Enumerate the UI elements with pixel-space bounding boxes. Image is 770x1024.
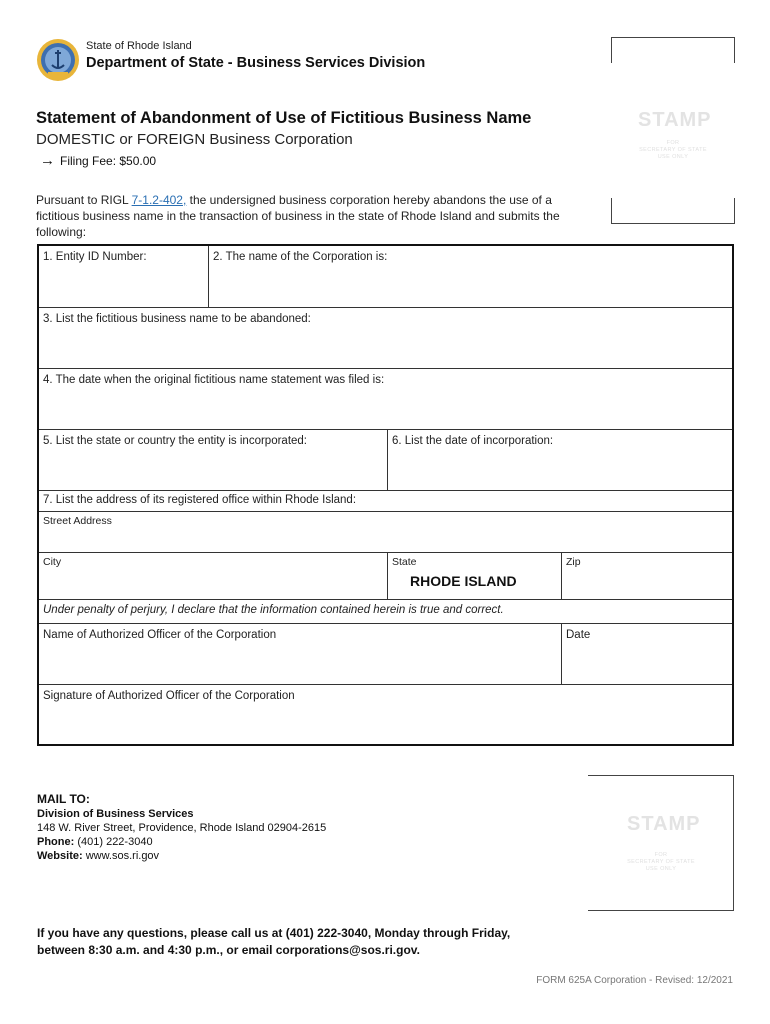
state-value: RHODE ISLAND — [410, 573, 517, 589]
incorporation-date-field[interactable]: 6. List the date of incorporation: — [388, 430, 732, 491]
entity-id-field[interactable]: 1. Entity ID Number: — [39, 246, 209, 308]
state-name: State of Rhode Island — [86, 40, 192, 52]
filing-fee-text: Filing Fee: $50.00 — [60, 154, 157, 168]
incorporation-state-field[interactable]: 5. List the state or country the entity is incorporated: — [39, 430, 388, 491]
form-revision-footer: FORM 625A Corporation - Revised: 12/2021 — [536, 975, 733, 986]
mail-phone: Phone: (401) 222-3040 — [37, 836, 153, 848]
registered-office-heading: 7. List the address of its registered office within Rhode Island: — [39, 491, 732, 512]
city-field[interactable]: City — [39, 553, 388, 600]
stamp-label: STAMP — [638, 109, 712, 131]
original-filing-date-field[interactable]: 4. The date when the original fictitious name statement was filed is: — [39, 369, 732, 430]
bottom-stamp-label: STAMP — [627, 813, 701, 835]
department-name: Department of State - Business Services Division — [86, 55, 426, 71]
state-seal-icon — [36, 38, 80, 82]
contact-info: If you have any questions, please call us at (401) 222-3040, Monday through Friday, between 8:30 a.m. and 4:30 p.m., or email corporations@sos.ri.gov. — [37, 926, 511, 957]
stamp-note: FOR SECRETARY OF STATE USE ONLY — [639, 140, 707, 160]
street-address-field[interactable]: Street Address — [39, 512, 732, 553]
corporation-name-field[interactable]: 2. The name of the Corporation is: — [209, 246, 732, 308]
state-field: State RHODE ISLAND — [388, 553, 562, 600]
officer-name-field[interactable]: Name of Authorized Officer of the Corporation — [39, 624, 562, 685]
rigl-link[interactable]: 7-1.2-402, — [131, 193, 187, 207]
stamp-area-bottom-border — [611, 198, 735, 224]
intro-paragraph: Pursuant to RIGL 7-1.2-402, the undersigned business corporation hereby abandons the use of a fictitious business name in the transaction of business in the state of Rhode Island and submits the following: — [36, 193, 560, 239]
zip-field[interactable]: Zip — [562, 553, 732, 600]
arrow-right-icon: → — [40, 152, 55, 169]
signature-field[interactable]: Signature of Authorized Officer of the Corporation — [43, 690, 295, 702]
form-title: Statement of Abandonment of Use of Fictitious Business Name — [36, 109, 532, 127]
mail-website: Website: www.sos.ri.gov — [37, 850, 160, 862]
mail-to-block — [37, 792, 326, 863]
mail-to-heading: MAIL TO: — [37, 792, 90, 806]
mail-address: 148 W. River Street, Providence, Rhode Island 02904-2615 — [37, 822, 327, 834]
perjury-statement: Under penalty of perjury, I declare that the information contained herein is true and correct. — [39, 600, 732, 624]
date-field[interactable]: Date — [562, 624, 732, 685]
fictitious-name-field[interactable]: 3. List the fictitious business name to be abandoned: — [39, 308, 732, 369]
mail-division: Division of Business Services — [37, 808, 194, 820]
stamp-area-top-border — [611, 37, 735, 63]
bottom-stamp-box — [588, 775, 734, 911]
bottom-stamp-note: FOR SECRETARY OF STATE USE ONLY — [627, 852, 695, 872]
form-subtitle: DOMESTIC or FOREIGN Business Corporation — [36, 131, 353, 148]
filing-fee — [40, 154, 156, 168]
form-grid — [37, 244, 734, 746]
